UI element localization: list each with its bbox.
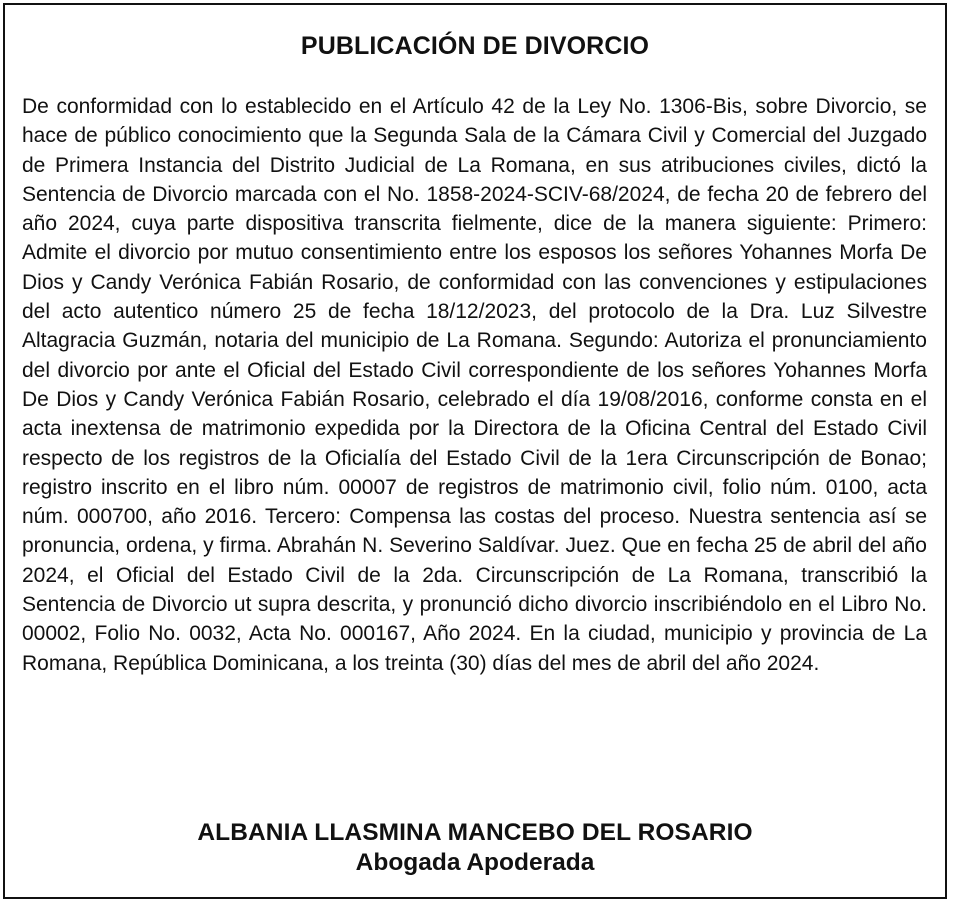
signatory-name: ALBANIA LLASMINA MANCEBO DEL ROSARIO (197, 819, 753, 846)
signatory-role: Abogada Apoderada (355, 849, 595, 876)
legal-notice-box (3, 3, 947, 899)
signature-block (5, 818, 945, 878)
notice-body: De conformidad con lo establecido en el Artículo 42 de la Ley No. 1306-Bis, sobre Divorcio, se hace de público conocimiento que la Segunda Sala de la Cámara Civil y Comercial del Juzgado de Primera Instancia del Distrito Judicial de La Romana, en sus atribuciones civiles, dictó la Sentencia de Divorcio marcada con el No. 1858-2024-SCIV-68/2024, de fecha 20 de febrero del año 2024, cuya parte dispositiva transcrita fielmente, dice de la manera siguiente: Primero: Admite el divorcio por mutuo consentimiento entre los esposos los señores Yohannes Morfa De Dios y Candy Verónica Fabián Rosario, de conformidad con las convenciones y estipulaciones del acto autentico número 25 de fecha 18/12/2023, del protocolo de la Dra. Luz Silvestre Altagracia Guzmán, notaria del municipio de La Romana. Segundo: Autoriza el pronunciamiento del divorcio por ante el Oficial del Estado Civil correspondiente de los señores Yohannes Morfa De Dios y Candy Verónica Fabián Rosario, celebrado el día 19/08/2016, conforme consta en el acta inextensa de matrimonio expedida por la Directora de la Oficina Central del Estado Civil respecto de los registros de la Oficialía del Estado Civil de la 1era Circunscripción de Bonao; registro inscrito en el libro núm. 00007 de registros de matrimonio civil, folio núm. 0100, acta núm. 000700, año 2016. Tercero: Compensa las costas del proceso. Nuestra sentencia así se pronuncia, ordena, y firma. Abrahán N. Severino Saldívar. Juez. Que en fecha 25 de abril del año 2024, el Oficial del Estado Civil de la 2da. Circunscripción de La Romana, transcribió la Sentencia de Divorcio ut supra descrita, y pronunció dicho divorcio inscribiéndolo en el Libro No. 00002, Folio No. 0032, Acta No. 000167, Año 2024. En la ciudad, municipio y provincia de La Romana, República Dominicana, a los treinta (30) días del mes de abril del año 2024. (22, 95, 927, 675)
notice-title: PUBLICACIÓN DE DIVORCIO (300, 32, 650, 60)
